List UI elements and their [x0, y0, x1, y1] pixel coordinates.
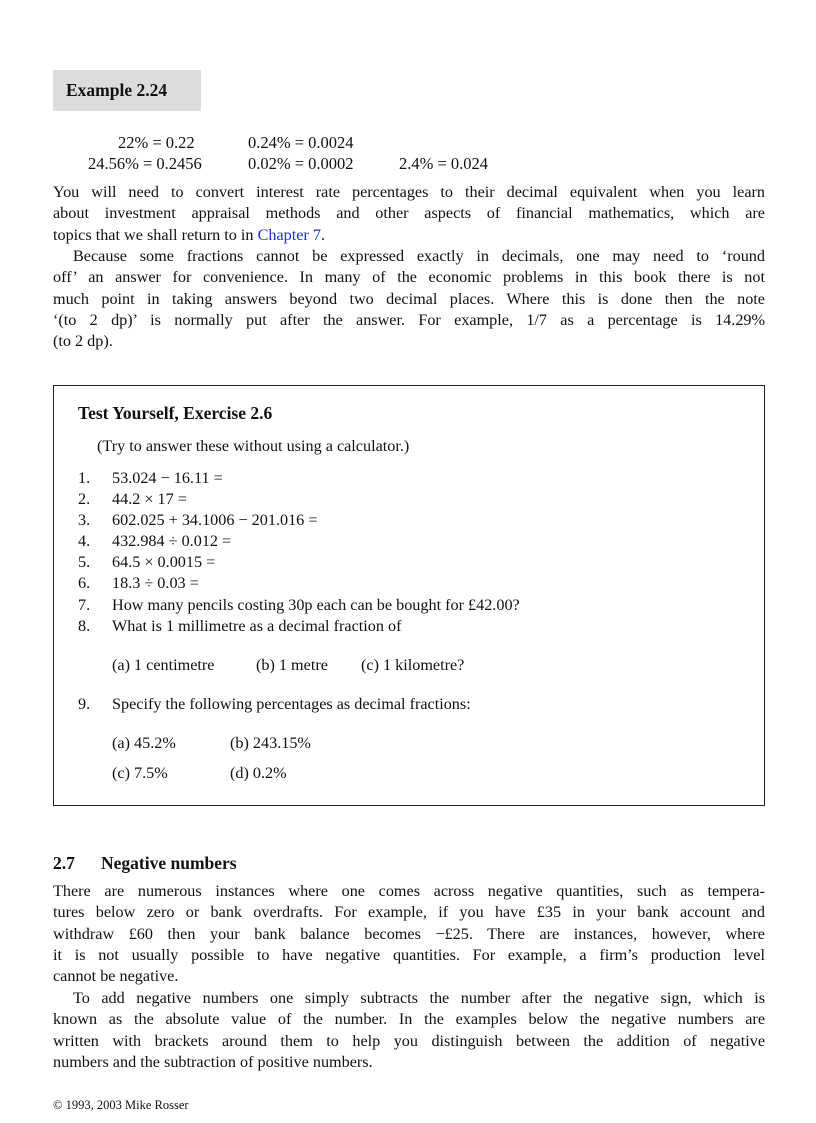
exercise-title: Test Yourself, Exercise 2.6	[78, 403, 273, 423]
question-text: Specify the following percentages as decimal fractions:	[112, 695, 471, 713]
paragraph-rounding	[53, 246, 765, 352]
paragraph-line: known as the absolute value of the number. In the examples below the negative numbers are	[53, 1010, 765, 1029]
question-text: 64.5 × 0.0015 =	[112, 553, 216, 571]
question-text: 44.2 × 17 =	[112, 490, 187, 508]
question-9-part-a: (a) 45.2%	[112, 734, 176, 752]
section-heading	[53, 853, 237, 874]
text-span: topics that we shall return to in	[53, 225, 258, 244]
paragraph-line: numbers and the subtraction of positive numbers.	[53, 1052, 373, 1071]
question-number: 9.	[78, 695, 91, 713]
question-text: What is 1 millimetre as a decimal fraction of	[112, 617, 402, 635]
paragraph-line: cannot be negative.	[53, 967, 179, 986]
example-label: Example 2.24	[53, 70, 201, 111]
paragraph-interest-rates	[53, 182, 765, 246]
question-8-part-b: (b) 1 metre	[256, 656, 328, 674]
question-number: 2.	[78, 490, 91, 508]
paragraph-line: withdraw £60 then your bank balance becomes −£25. There are instances, however, where	[53, 924, 765, 943]
question-8-part-a: (a) 1 centimetre	[112, 656, 215, 674]
question-text: 18.3 ÷ 0.03 =	[112, 574, 199, 592]
question-text: 53.024 − 16.11 =	[112, 469, 223, 487]
paragraph-line: about investment appraisal methods and other aspects of financial mathematics, which are	[53, 204, 765, 223]
question-9-part-c: (c) 7.5%	[112, 764, 168, 782]
paragraph-line	[53, 225, 765, 246]
question-number: 1.	[78, 469, 91, 487]
paragraph-line: written with brackets around them to help you distinguish between the addition of negative	[53, 1031, 765, 1050]
question-9-part-b: (b) 243.15%	[230, 734, 311, 752]
equation-24-56-percent: 24.56% = 0.2456	[88, 154, 202, 173]
copyright-footer: © 1993, 2003 Mike Rosser	[53, 1098, 189, 1112]
question-text: 602.025 + 34.1006 − 201.016 =	[112, 511, 318, 529]
equation-0-24-percent: 0.24% = 0.0024	[248, 133, 354, 152]
text-span: .	[320, 225, 325, 244]
exercise-box	[53, 385, 765, 806]
paragraph-line: tures below zero or bank overdrafts. For example, if you have £35 in your bank account and	[53, 903, 765, 922]
chapter-7-link[interactable]: Chapter 7	[257, 225, 321, 244]
question-text: How many pencils costing 30p each can be bought for £42.00?	[112, 596, 520, 614]
paragraph-line: You will need to convert interest rate percentages to their decimal equivalent when you learn	[53, 183, 765, 201]
question-text: 432.984 ÷ 0.012 =	[112, 532, 232, 550]
exercise-intro: (Try to answer these without using a calculator.)	[97, 437, 410, 455]
section-number: 2.7	[53, 853, 75, 873]
equation-22-percent: 22% = 0.22	[118, 133, 195, 152]
question-number: 6.	[78, 574, 91, 592]
paragraph-adding-negatives	[53, 988, 765, 1073]
paragraph-line: it is not usually possible to have negative quantities. For example, a firm’s production level	[53, 945, 765, 964]
equation-2-4-percent: 2.4% = 0.024	[399, 154, 489, 173]
paragraph-line: off’ an answer for convenience. In many of the economic problems in this book there is not	[53, 268, 765, 287]
question-number: 4.	[78, 532, 91, 550]
paragraph-line: ‘(to 2 dp)’ is normally put after the answer. For example, 1/7 as a percentage is 14.29%	[53, 310, 765, 329]
paragraph-line: Because some fractions cannot be expressed exactly in decimals, one may need to ‘round	[73, 247, 765, 265]
question-8-part-c: (c) 1 kilometre?	[361, 656, 465, 674]
paragraph-negative-quantities	[53, 881, 765, 987]
paragraph-line: There are numerous instances where one comes across negative quantities, such as tempera-	[53, 882, 765, 900]
paragraph-line: much point in taking answers beyond two decimal places. Where this is done then the note	[53, 289, 765, 308]
question-number: 7.	[78, 596, 91, 614]
question-number: 8.	[78, 617, 91, 635]
paragraph-line: (to 2 dp).	[53, 332, 113, 351]
section-title: Negative numbers	[101, 853, 237, 873]
question-number: 3.	[78, 511, 91, 529]
question-number: 5.	[78, 553, 91, 571]
equation-0-02-percent: 0.02% = 0.0002	[248, 154, 354, 173]
question-9-part-d: (d) 0.2%	[230, 764, 287, 782]
paragraph-line: To add negative numbers one simply subtracts the number after the negative sign, which is	[73, 989, 765, 1007]
